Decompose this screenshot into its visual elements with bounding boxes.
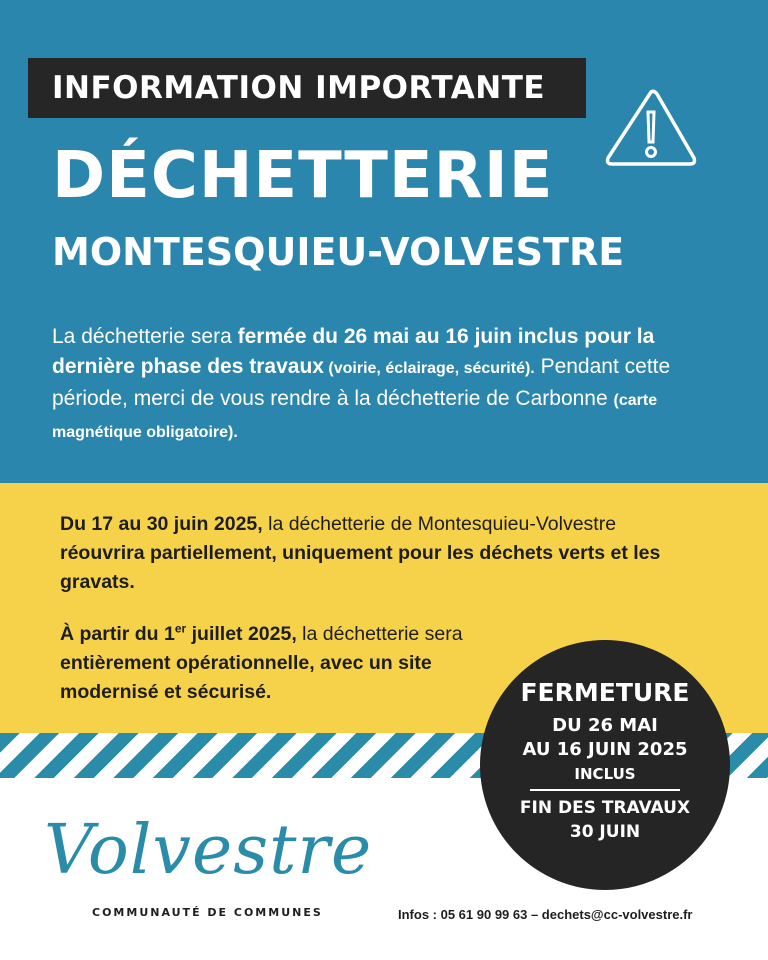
operational-date-sup: er bbox=[174, 621, 187, 636]
badge-line-2: AU 16 JUIN 2025 bbox=[522, 739, 688, 760]
closure-text-1: La déchetterie sera bbox=[52, 325, 238, 348]
operational-date-start: À partir du 1 bbox=[60, 623, 175, 645]
contact-info: Infos : 05 61 90 99 63 – dechets@cc-volvestre.fr bbox=[398, 907, 693, 922]
title-dechetterie: DÉCHETTERIE bbox=[52, 139, 554, 213]
badge-line-1: DU 26 MAI bbox=[552, 715, 658, 736]
closure-small-2: (carte magnétique obligatoire). bbox=[52, 392, 658, 441]
reopening-paragraph bbox=[60, 510, 700, 597]
reopening-partial: réouvrira partiellement, uniquement pour les déchets verts et les gravats. bbox=[60, 542, 661, 593]
closure-paragraph bbox=[52, 322, 742, 448]
operational-paragraph bbox=[60, 620, 520, 707]
closure-text-2: Pendant cette période, merci de vous rendre à la déchetterie de Carbonne bbox=[52, 355, 671, 410]
badge-line-4: FIN DES TRAVAUX bbox=[519, 798, 691, 818]
logo-subtitle: COMMUNAUTÉ DE COMMUNES bbox=[92, 906, 323, 919]
badge-title: FERMETURE bbox=[520, 678, 690, 707]
volvestre-logo: Volvestre bbox=[44, 811, 373, 890]
operational-text: la déchetterie sera bbox=[296, 623, 463, 645]
badge-line-5: 30 JUIN bbox=[569, 822, 641, 842]
warning-triangle-icon bbox=[604, 86, 698, 170]
operational-date-end: juillet 2025, bbox=[186, 623, 297, 645]
banner-text: INFORMATION IMPORTANTE bbox=[52, 70, 546, 106]
reopening-dates: Du 17 au 30 juin 2025, bbox=[60, 513, 263, 535]
badge-line-3: INCLUS bbox=[574, 765, 636, 783]
operational-bold: entièrement opérationnelle, avec un site modernisé et sécurisé. bbox=[60, 652, 432, 703]
closure-small-1: (voirie, éclairage, sécurité). bbox=[323, 360, 535, 377]
reopening-text-1: la déchetterie de Montesquieu-Volvestre bbox=[262, 513, 617, 535]
title-location: MONTESQUIEU-VOLVESTRE bbox=[52, 230, 625, 274]
operational-date bbox=[60, 623, 297, 645]
badge-divider bbox=[530, 789, 680, 791]
closure-bold: fermée du 26 mai au 16 juin inclus pour la dernière phase des travaux bbox=[52, 325, 655, 378]
